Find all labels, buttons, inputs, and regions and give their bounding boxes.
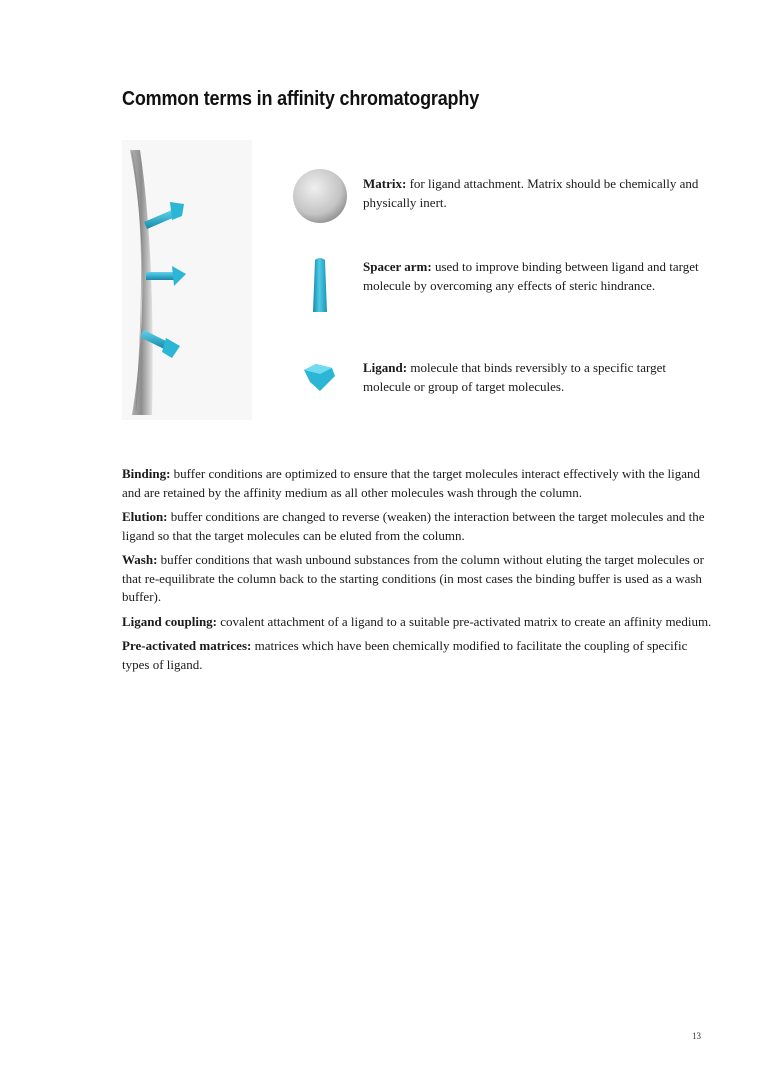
ligand-icon (302, 362, 336, 392)
definition-term: Wash: (122, 552, 158, 567)
definition-ligand-coupling (122, 613, 712, 632)
spacer-arm-icon (310, 256, 330, 314)
spacer-arm-description (363, 257, 708, 295)
definition-binding (122, 465, 712, 502)
matrix-surface-with-ligands-icon (122, 140, 252, 420)
definition-text: buffer conditions are changed to reverse (weaken) the interaction between the target molecules and the ligand so that the target molecules can be eluted from the column. (122, 509, 705, 543)
matrix-description (363, 174, 708, 212)
definition-wash (122, 551, 712, 607)
definition-term: Ligand coupling: (122, 613, 218, 629)
definitions-list (122, 465, 712, 680)
definition-term: Elution: (122, 509, 168, 524)
page-number: 13 (692, 1031, 701, 1041)
definition-elution (122, 508, 712, 545)
matrix-text: for ligand attachment. Matrix should be chemically and physically inert. (363, 176, 699, 210)
matrix-bead-icon (292, 168, 348, 224)
affinity-diagram (122, 140, 722, 425)
ligand-text: molecule that binds reversibly to a specific target molecule or group of target molecules. (363, 360, 667, 394)
definition-text: matrices which have been chemically modified to facilitate the coupling of specific types of ligand. (122, 638, 688, 672)
ligand-term: Ligand: (363, 360, 408, 375)
ligand-description (363, 358, 708, 396)
page-title: Common terms in affinity chromatography (122, 88, 480, 110)
definition-term: Binding: (122, 466, 171, 481)
spacer-arm-text: used to improve binding between ligand and target molecule by overcoming any effects of steric hindrance. (363, 259, 699, 293)
spacer-arm-term: Spacer arm: (363, 259, 432, 274)
matrix-term: Matrix: (363, 176, 407, 191)
definition-term: Pre-activated matrices: (122, 638, 252, 653)
definition-pre-activated-matrices (122, 637, 712, 674)
definition-text: buffer conditions that wash unbound substances from the column without eluting the target molecules or that re-equilibrate the column back to the starting conditions (in most cases the binding buffer is used as a wash buffer). (122, 552, 704, 604)
definition-text: buffer conditions are optimized to ensure that the target molecules interact effectively with the ligand and are retained by the affinity medium as all other molecules wash through the column. (122, 466, 700, 500)
definition-text: covalent attachment of a ligand to a suitable pre-activated matrix to create an affinity medium. (217, 613, 712, 629)
